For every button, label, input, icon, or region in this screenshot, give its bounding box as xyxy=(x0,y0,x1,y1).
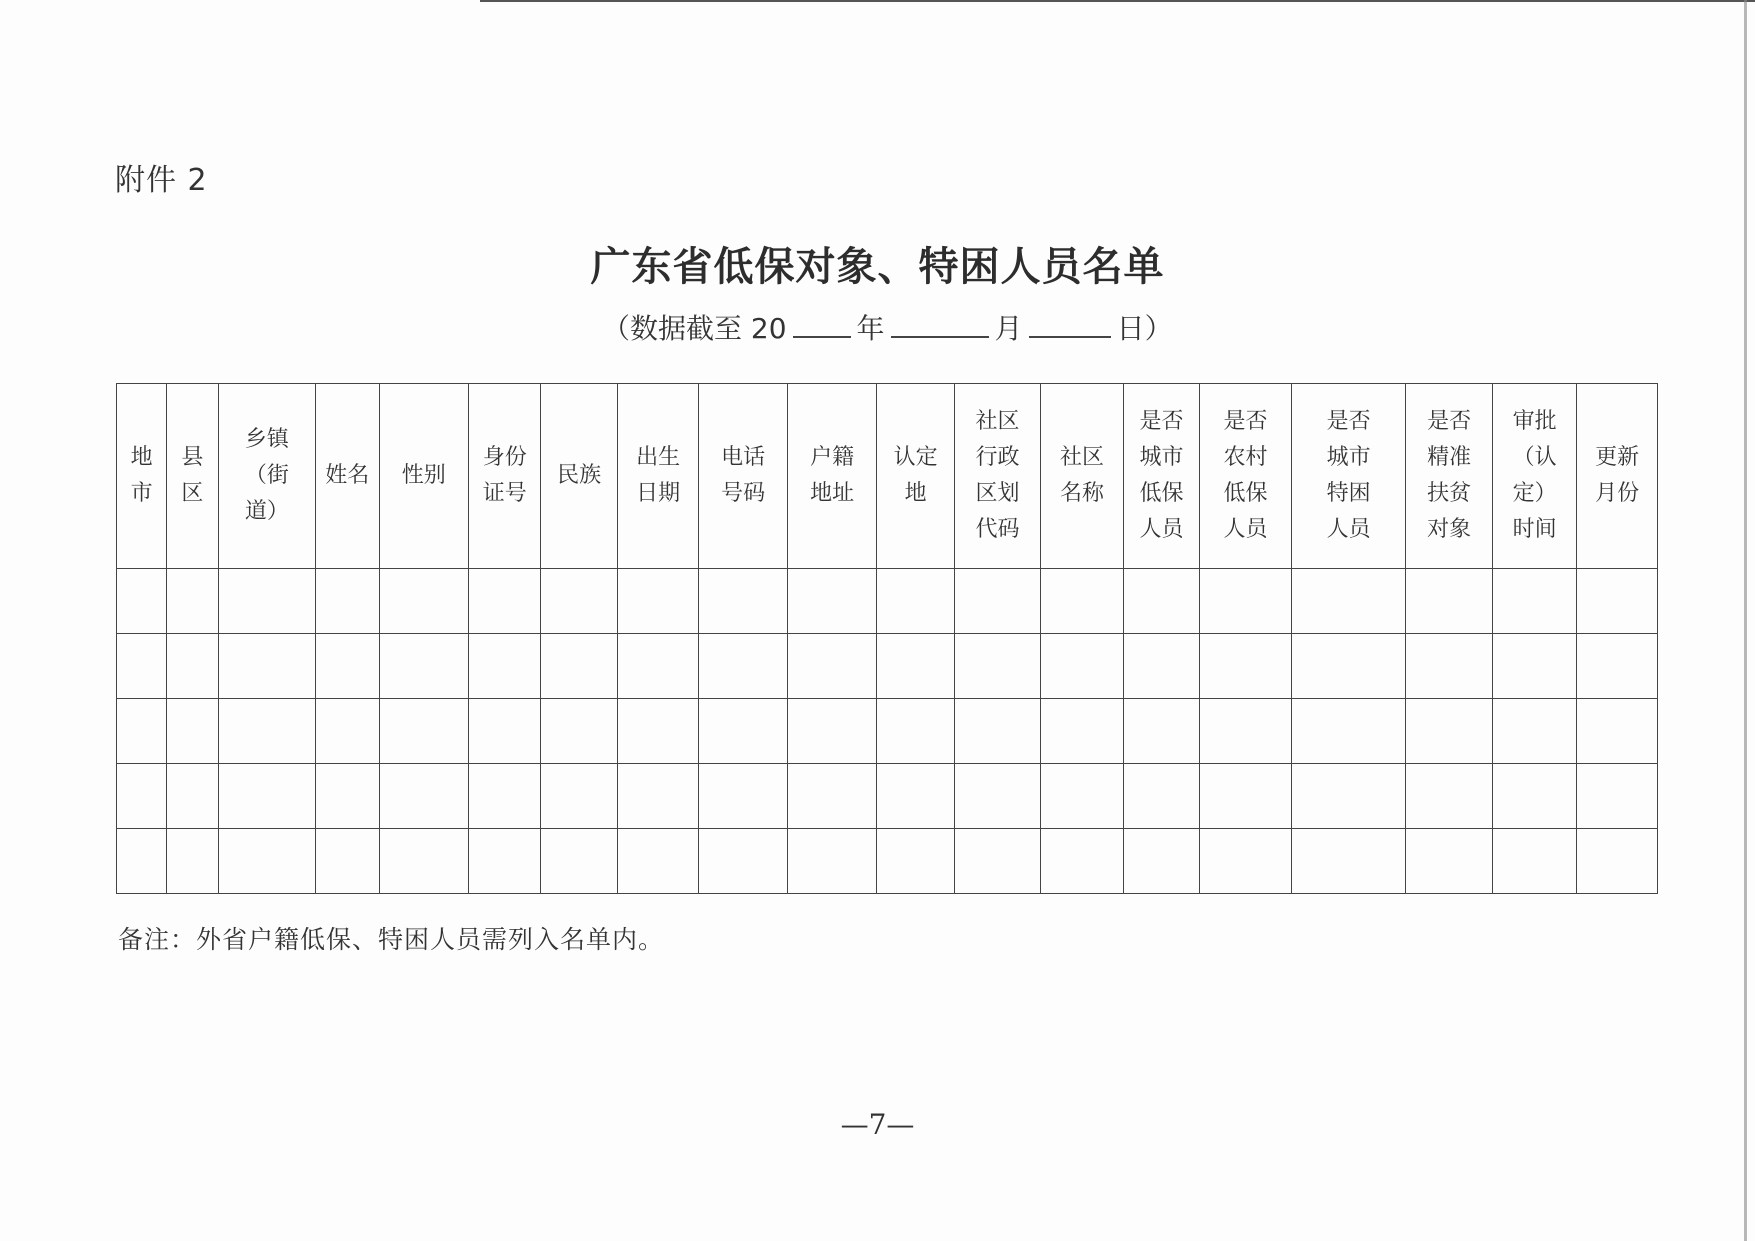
table-cell xyxy=(699,569,788,634)
data-date-line xyxy=(602,307,1173,347)
roster-table xyxy=(116,383,1658,894)
page-number: —7— xyxy=(840,1108,915,1141)
table-cell xyxy=(1577,699,1658,764)
table-cell xyxy=(167,634,218,699)
col-header-approval-time: 审批（认定）时间 xyxy=(1492,384,1576,569)
table-cell xyxy=(218,764,316,829)
table-row xyxy=(117,569,1658,634)
remark-note: 备注：外省户籍低保、特困人员需列入名单内。 xyxy=(118,925,665,954)
col-header-community-name: 社区名称 xyxy=(1041,384,1123,569)
table-cell xyxy=(1041,764,1123,829)
col-header-household-address: 户籍地址 xyxy=(787,384,877,569)
table-cell xyxy=(117,699,167,764)
table-row xyxy=(117,699,1658,764)
scan-top-edge xyxy=(480,0,1755,2)
table-cell xyxy=(167,829,218,894)
col-header-update-month: 更新月份 xyxy=(1577,384,1658,569)
table-cell xyxy=(1291,569,1406,634)
table-cell xyxy=(787,569,877,634)
table-cell xyxy=(469,569,541,634)
table-cell xyxy=(1200,634,1292,699)
table-cell xyxy=(1123,569,1199,634)
table-cell xyxy=(469,699,541,764)
table-cell xyxy=(1492,764,1576,829)
table-cell xyxy=(1041,569,1123,634)
table-cell xyxy=(1406,699,1493,764)
col-header-urban-extreme-poverty: 是否城市特困人员 xyxy=(1291,384,1406,569)
table-cell xyxy=(1406,764,1493,829)
table-cell xyxy=(1577,634,1658,699)
year-label: 年 xyxy=(856,312,885,345)
table-cell xyxy=(877,634,954,699)
table-cell xyxy=(617,699,698,764)
table-cell xyxy=(379,569,469,634)
table-cell xyxy=(617,764,698,829)
col-header-town: 乡镇（街道） xyxy=(218,384,316,569)
table-header-row xyxy=(117,384,1658,569)
table-cell xyxy=(1577,764,1658,829)
table-cell xyxy=(541,699,617,764)
table-cell xyxy=(1492,634,1576,699)
table-cell xyxy=(787,764,877,829)
table-cell xyxy=(1291,634,1406,699)
table-cell xyxy=(1492,699,1576,764)
col-header-rural-subsistence: 是否农村低保人员 xyxy=(1200,384,1292,569)
table-cell xyxy=(117,829,167,894)
table-cell xyxy=(117,569,167,634)
table-cell xyxy=(1492,829,1576,894)
table-cell xyxy=(699,764,788,829)
table-cell xyxy=(379,699,469,764)
table-cell xyxy=(877,569,954,634)
table-cell xyxy=(877,829,954,894)
table-cell xyxy=(1123,634,1199,699)
table-cell xyxy=(469,634,541,699)
table-row xyxy=(117,634,1658,699)
table-cell xyxy=(1577,829,1658,894)
table-cell xyxy=(954,699,1041,764)
table-cell xyxy=(787,634,877,699)
document-title: 广东省低保对象、特困人员名单 xyxy=(590,243,1165,290)
table-cell xyxy=(117,764,167,829)
table-cell xyxy=(1200,764,1292,829)
table-row xyxy=(117,764,1658,829)
table-cell xyxy=(954,829,1041,894)
attachment-label: 附件 2 xyxy=(115,163,208,198)
table-cell xyxy=(379,764,469,829)
col-header-urban-subsistence: 是否城市低保人员 xyxy=(1123,384,1199,569)
table-cell xyxy=(617,634,698,699)
table-cell xyxy=(1123,699,1199,764)
col-header-city: 地市 xyxy=(117,384,167,569)
table-cell xyxy=(617,569,698,634)
table-cell xyxy=(699,634,788,699)
col-header-name: 姓名 xyxy=(316,384,379,569)
col-header-county: 县区 xyxy=(167,384,218,569)
table-cell xyxy=(699,699,788,764)
table-cell xyxy=(541,569,617,634)
scan-right-edge xyxy=(1744,0,1747,1241)
table-cell xyxy=(316,634,379,699)
table-cell xyxy=(699,829,788,894)
col-header-community-code: 社区行政区划代码 xyxy=(954,384,1041,569)
table-cell xyxy=(218,634,316,699)
col-header-ethnicity: 民族 xyxy=(541,384,617,569)
table-cell xyxy=(316,829,379,894)
table-cell xyxy=(541,829,617,894)
table-cell xyxy=(1200,829,1292,894)
col-header-phone: 电话号码 xyxy=(699,384,788,569)
table-cell xyxy=(1406,569,1493,634)
table-cell xyxy=(218,699,316,764)
table-cell xyxy=(316,569,379,634)
table-cell xyxy=(167,569,218,634)
table-cell xyxy=(787,829,877,894)
table-cell xyxy=(617,829,698,894)
table-cell xyxy=(167,764,218,829)
table-cell xyxy=(1041,699,1123,764)
table-cell xyxy=(117,634,167,699)
table-cell xyxy=(1291,699,1406,764)
table-cell xyxy=(954,569,1041,634)
table-cell xyxy=(316,699,379,764)
table-cell xyxy=(1041,829,1123,894)
table-cell xyxy=(316,764,379,829)
table-cell xyxy=(469,764,541,829)
table-cell xyxy=(167,699,218,764)
table-cell xyxy=(379,829,469,894)
table-cell xyxy=(954,634,1041,699)
table-cell xyxy=(1041,634,1123,699)
col-header-gender: 性别 xyxy=(379,384,469,569)
date-prefix: （数据截至 20 xyxy=(602,312,787,345)
day-blank xyxy=(1029,310,1111,338)
table-cell xyxy=(1492,569,1576,634)
col-header-certified-place: 认定地 xyxy=(877,384,954,569)
table-cell xyxy=(541,764,617,829)
table-cell xyxy=(218,569,316,634)
table-row xyxy=(117,829,1658,894)
table-cell xyxy=(1406,634,1493,699)
table-cell xyxy=(1291,764,1406,829)
day-label: 日） xyxy=(1116,312,1173,345)
col-header-id-number: 身份证号 xyxy=(469,384,541,569)
table-cell xyxy=(1406,829,1493,894)
table-cell xyxy=(1291,829,1406,894)
year-blank xyxy=(793,310,851,338)
table-cell xyxy=(787,699,877,764)
table-cell xyxy=(1123,764,1199,829)
table-cell xyxy=(541,634,617,699)
table-cell xyxy=(218,829,316,894)
table-cell xyxy=(954,764,1041,829)
table-cell xyxy=(1200,569,1292,634)
table-cell xyxy=(1577,569,1658,634)
table-cell xyxy=(1200,699,1292,764)
table-cell xyxy=(877,699,954,764)
month-blank xyxy=(891,310,989,338)
col-header-targeted-poverty: 是否精准扶贫对象 xyxy=(1406,384,1493,569)
table-cell xyxy=(1123,829,1199,894)
month-label: 月 xyxy=(994,312,1023,345)
table-cell xyxy=(877,764,954,829)
col-header-birth-date: 出生日期 xyxy=(617,384,698,569)
table-cell xyxy=(379,634,469,699)
table-cell xyxy=(469,829,541,894)
